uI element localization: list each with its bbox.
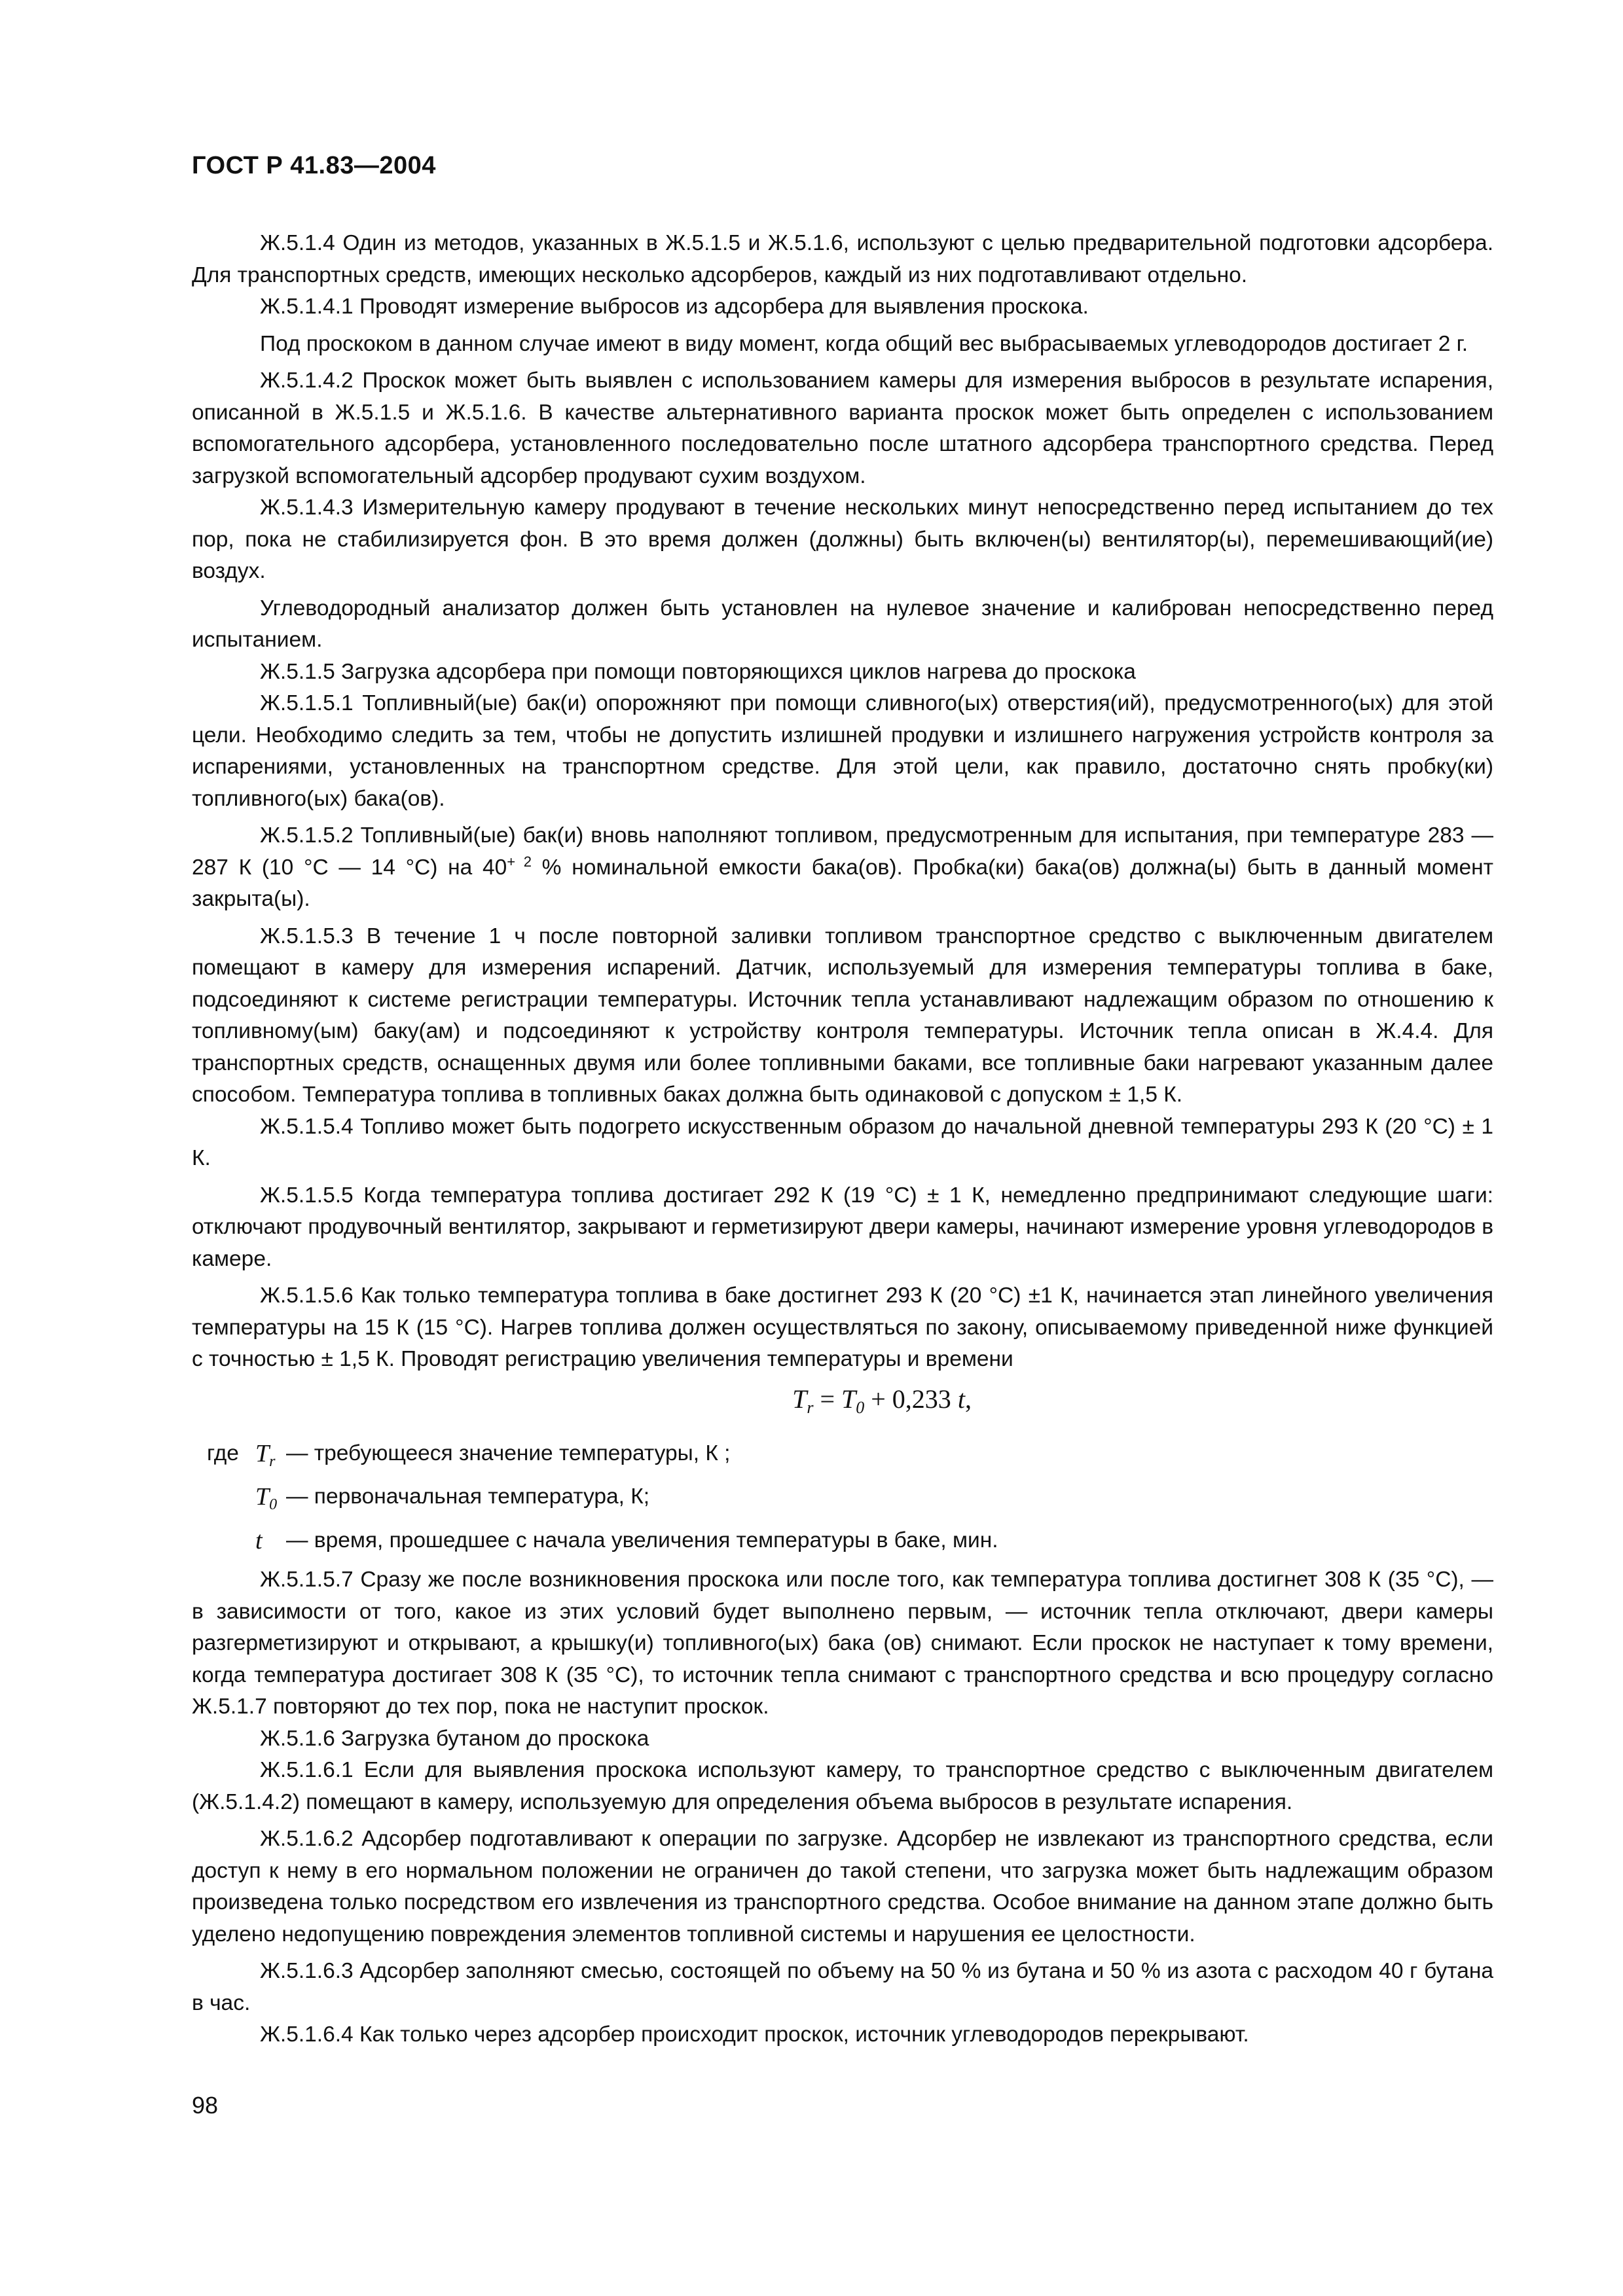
paragraph: Ж.5.1.5 Загрузка адсорбера при помощи повторяющихся циклов нагрева до проскока: [260, 659, 1136, 684]
legend-symbol-letter: T: [255, 1439, 270, 1467]
paragraph: Ж.5.1.5.7 Сразу же после возникновения проскока или после того, как температура топлива достигнет 308 К (35 °С), — в зависимости от того, какое из этих условий будет выполнено первым, — источник тепла отключают, двери камеры разгерметизируют и открывают, а крышку(и) топливного(ых) бака (ов) снимают. Если проскок не наступает к тому времени, когда температура достигает 308 К (35 °С), то источник тепла снимают с транспортного средства и всю процедуру согласно Ж.5.1.7 повторяют до тех пор, пока не наступит проскок.: [192, 1568, 1493, 1719]
paragraph: Ж.5.1.6.4 Как только через адсорбер происходит проскок, источник углеводородов перекрывают.: [260, 2022, 1249, 2047]
legend-symbol-subscript: r: [269, 1452, 276, 1470]
formula-symbol: T: [841, 1384, 856, 1414]
paragraph: Ж.5.1.4 Один из методов, указанных в Ж.5.1.5 и Ж.5.1.6, используют с целью предварительной подготовки адсорбера. Для транспортных средств, имеющих несколько адсорберов, каждый из них подготавливают отдельно.: [192, 231, 1493, 287]
paragraph: [192, 820, 1493, 916]
paragraph: Ж.5.1.4.1 Проводят измерение выбросов из адсорбера для выявления проскока.: [260, 295, 1089, 319]
formula-punctuation: ,: [964, 1384, 972, 1414]
legend-row: [192, 1438, 1493, 1478]
formula-symbol: T: [792, 1384, 807, 1414]
paragraph: Ж.5.1.5.3 В течение 1 ч после повторной заливки топливом транспортное средство с выключенным двигателем помещают в камеру для измерения испарений. Датчик, используемый для измерения температуры топлива в баке, подсоединяют к системе регистрации температуры. Источник тепла устанавливают надлежащим образом по отношению к топливному(ым) баку(ам) и подсоединяют к устройству контроля температуры. Источник тепла описан в Ж.4.4. Для транспортных средств, оснащенных двумя или более топливными баками, все топливные баки нагревают указанным далее способом. Температура топлива в топливных баках должна быть одинаковой с допуском ± 1,5 К.: [192, 924, 1493, 1107]
legend-row: [192, 1481, 1493, 1521]
formula-symbol: t: [957, 1384, 965, 1414]
paragraph: Углеводородный анализатор должен быть установлен на нулевое значение и калиброван непосредственно перед испытанием.: [192, 596, 1493, 652]
paragraph: Ж.5.1.6.1 Если для выявления проскока используют камеру, то транспортное средство с выключенным двигателем (Ж.5.1.4.2) помещают в камеру, используемую для определения объема выбросов в результате испарения.: [192, 1758, 1493, 1814]
page-number: 98: [192, 2092, 219, 2119]
formula-subscript: r: [807, 1397, 814, 1417]
legend-symbol-letter: T: [255, 1483, 270, 1511]
legend-row: [192, 1525, 1493, 1565]
paragraph: Ж.5.1.4.3 Измерительную камеру продувают в течение нескольких минут непосредственно перед испытанием до тех пор, пока не стабилизируется фон. В это время должен (должны) быть включен(ы) вентилятор(ы), перемешивающий(ие) воздух.: [192, 495, 1493, 583]
legend-symbol: [255, 1438, 286, 1478]
legend-symbol: [255, 1481, 286, 1521]
formula-subscript: 0: [856, 1397, 865, 1417]
document-header: ГОСТ Р 41.83—2004: [192, 152, 436, 179]
paragraph: Ж.5.1.6.2 Адсорбер подготавливают к операции по загрузке. Адсорбер не извлекают из транспортного средства, если доступ к нему в его нормальном положении не ограничен до такой степени, что загрузка может быть надлежащим образом произведена только посредством его извлечения из транспортного средства. Особое внимание на данном этапе должно быть уделено недопущению повреждения элементов топливной системы и нарушения ее целостности.: [192, 1827, 1493, 1946]
legend-symbol-letter: t: [255, 1526, 263, 1554]
paragraph: Ж.5.1.4.2 Проскок может быть выявлен с использованием камеры для измерения выбросов в результате испарения, описанной в Ж.5.1.5 и Ж.5.1.6. В качестве альтернативного варианта проскок может быть определен с использованием вспомогательного адсорбера, установленного последовательно после штатного адсорбера транспортного средства. Перед загрузкой вспомогательный адсорбер продувают сухим воздухом.: [192, 368, 1493, 488]
legend-definition: — требующееся значение температуры, К ;: [286, 1441, 731, 1465]
legend-symbol-subscript: 0: [269, 1496, 278, 1513]
formula-operator: + 0,233: [864, 1384, 958, 1414]
paragraph: Ж.5.1.5.5 Когда температура топлива достигает 292 К (19 °С) ± 1 К, немедленно предпринимают следующие шаги: отключают продувочный вентилятор, закрывают и герметизируют двери камеры, начинают измерение уровня углеводородов в камере.: [192, 1183, 1493, 1271]
legend-symbol: [255, 1525, 286, 1565]
formula-operator: =: [813, 1384, 841, 1414]
legend-definition: — первоначальная температура, К;: [286, 1484, 650, 1509]
legend-lead: где: [207, 1441, 239, 1465]
paragraph: Ж.5.1.5.1 Топливный(ые) бак(и) опорожняют при помощи сливного(ых) отверстия(ий), предусмотренного(ых) для этой цели. Необходимо следить за тем, чтобы не допустить излишней продувки и излишнего нагружения устройств контроля за испарениями, установленных на транспортном средстве. Для этой цели, как правило, достаточно снять пробку(ки) топливного(ых) бака(ов).: [192, 691, 1493, 811]
paragraph: Ж.5.1.6 Загрузка бутаном до проскока: [260, 1726, 649, 1751]
document-body: [192, 228, 1493, 2051]
paragraph-text: Ж.5.1.5.2 Топливный(ые) бак(и) вновь наполняют топливом, предусмотренным для испытания, при температуре 283 — 287 К (10 °С — 14 °С) на 40: [192, 823, 1493, 880]
paragraph-text: % номинальной емкости бака(ов). Пробка(ки) бака(ов) должна(ы) быть в данный момент закрыта(ы).: [192, 855, 1493, 911]
paragraph: Ж.5.1.5.6 Как только температура топлива в баке достигнет 293 К (20 °С) ±1 К, начинается этап линейного увеличения температуры на 15 К (15 °С). Нагрев топлива должен осуществляться по закону, описываемому приведенной ниже функцией с точностью ± 1,5 К. Проводят регистрацию увеличения температуры и времени: [192, 1283, 1493, 1371]
legend-definition: — время, прошедшее с начала увеличения температуры в баке, мин.: [286, 1528, 998, 1552]
superscript: + 2: [507, 853, 532, 870]
paragraph: Ж.5.1.6.3 Адсорбер заполняют смесью, состоящей по объему на 50 % из бутана и 50 % из азота с расходом 40 г бутана в час.: [192, 1959, 1493, 2015]
paragraph: Под проскоком в данном случае имеют в виду момент, когда общий вес выбрасываемых углеводородов достигает 2 г.: [260, 331, 1468, 356]
paragraph: Ж.5.1.5.4 Топливо может быть подогрето искусственным образом до начальной дневной температуры 293 К (20 °С) ± 1 К.: [192, 1114, 1493, 1170]
formula: [192, 1386, 1493, 1421]
